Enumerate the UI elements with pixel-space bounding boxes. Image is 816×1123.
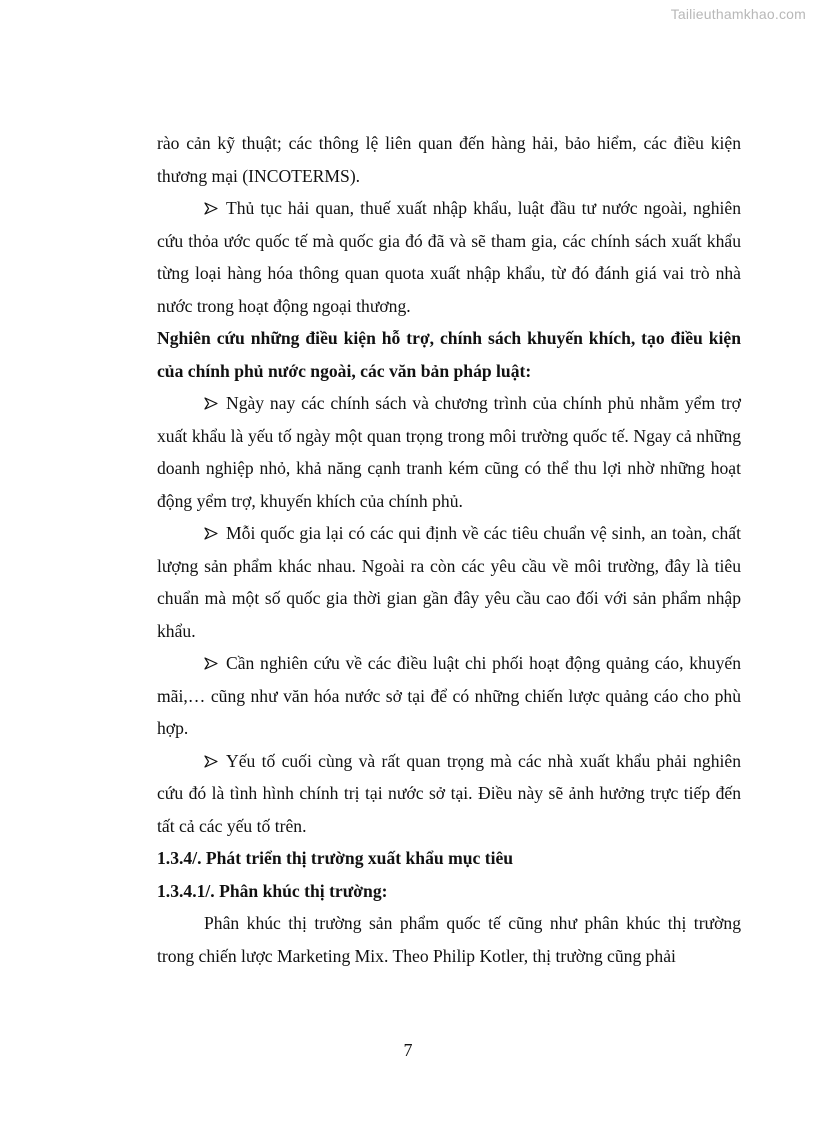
bullet-paragraph-policies (157, 387, 741, 517)
paragraph-segmentation: Phân khúc thị trường sản phẩm quốc tế cũng như phân khúc thị trường trong chiến lược Marketing Mix. Theo Philip Kotler, thị trường cũng phải (157, 913, 741, 966)
bullet-text: Cần nghiên cứu về các điều luật chi phối hoạt động quảng cáo, khuyến mãi,… cũng như văn hóa nước sở tại để có những chiến lược quảng cáo cho phù hợp. (157, 653, 741, 738)
bullet-paragraph-customs (157, 192, 741, 322)
bullet-text: Mỗi quốc gia lại có các qui định về các tiêu chuẩn vệ sinh, an toàn, chất lượng sản phẩm khác nhau. Ngoài ra còn các yêu cầu về môi trường, đây là tiêu chuẩn mà một số quốc gia thời gian gần đây yêu cầu cao đối với sản phẩm nhập khẩu. (157, 523, 741, 641)
arrow-bullet-icon (204, 387, 218, 420)
document-body (157, 127, 741, 972)
paragraph-intro: rào cản kỹ thuật; các thông lệ liên quan đến hàng hải, bảo hiểm, các điều kiện thương mại (INCOTERMS). (157, 133, 741, 186)
bullet-text: Yếu tố cuối cùng và rất quan trọng mà các nhà xuất khẩu phải nghiên cứu đó là tình hình chính trị tại nước sở tại. Điều này sẽ ảnh hưởng trực tiếp đến tất cả các yếu tố trên. (157, 750, 741, 836)
bullet-text: Thủ tục hải quan, thuế xuất nhập khẩu, luật đầu tư nước ngoài, nghiên cứu thỏa ước quốc tế mà quốc gia đó đã và sẽ tham gia, các chính sách xuất khẩu từng loại hàng hóa thông quan quota xuất nhập khẩu, từ đó đánh giá vai trò nhà nước trong hoạt động ngoại thương. (157, 198, 741, 316)
arrow-bullet-icon (204, 517, 218, 550)
section-heading-1-3-4-1: 1.3.4.1/. Phân khúc thị trường: (157, 880, 388, 901)
watermark: Tailieuthamkhao.com (670, 6, 806, 22)
arrow-bullet-icon (204, 745, 218, 778)
arrow-bullet-icon (204, 192, 218, 225)
arrow-bullet-icon (204, 647, 218, 680)
section-heading-1-3-4: 1.3.4/. Phát triển thị trường xuất khẩu mục tiêu (157, 848, 514, 868)
bullet-paragraph-advertising (157, 647, 741, 745)
bullet-paragraph-standards (157, 517, 741, 647)
bullet-text: Ngày nay các chính sách và chương trình của chính phủ nhằm yểm trợ xuất khẩu là yếu tố ngày một quan trọng trong môi trường quốc tế. Ngay cả những doanh nghiệp nhỏ, khả năng cạnh tranh kém cũng có thể thu lợi nhờ những hoạt động yểm trợ, khuyến khích của chính phủ. (157, 393, 741, 511)
section-heading-support: Nghiên cứu những điều kiện hỗ trợ, chính sách khuyến khích, tạo điều kiện của chính phủ nước ngoài, các văn bản pháp luật: (157, 328, 741, 381)
page-number: 7 (403, 1040, 413, 1060)
bullet-paragraph-politics (157, 745, 741, 843)
